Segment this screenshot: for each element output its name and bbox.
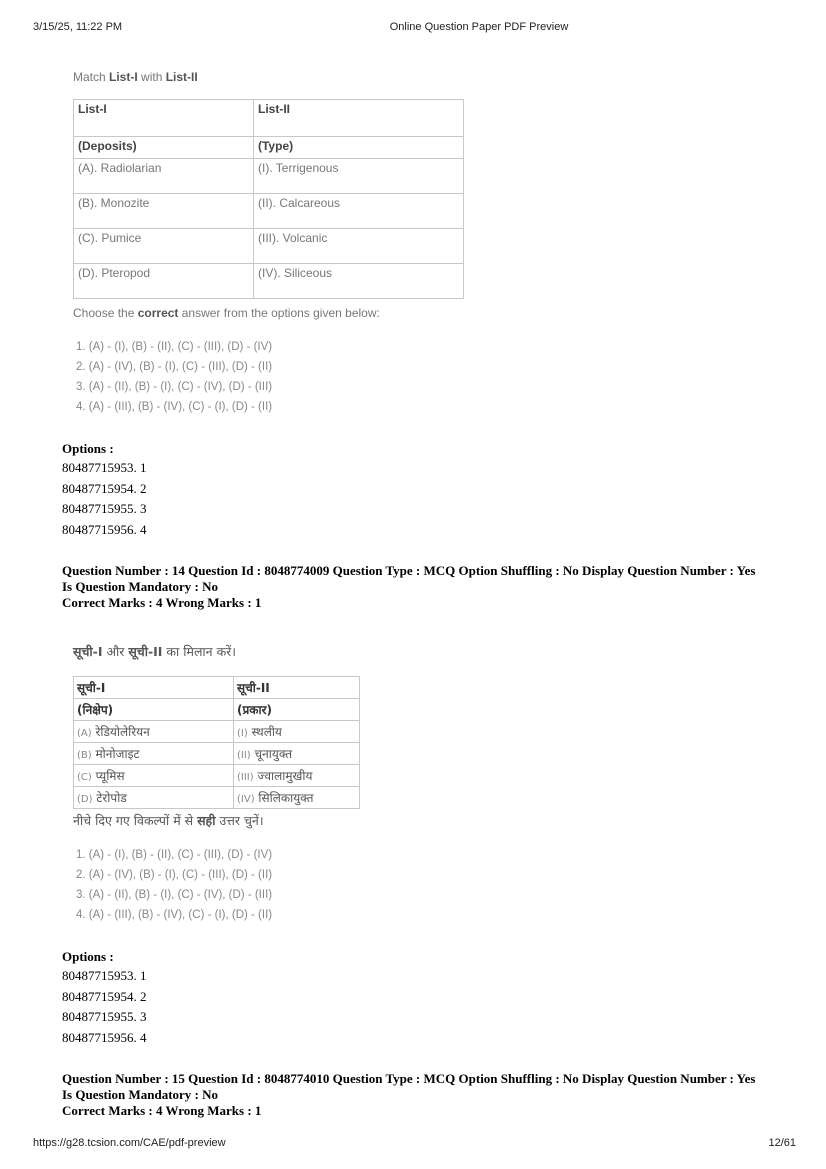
q14-meta: Question Number : 14 Question Id : 8048774009 Question Type : MCQ Option Shuffling : No Display Question Number : Yes Is Question Mandatory : No Correct Marks : 4 Wrong Marks : 1 [62,563,756,610]
q14-answer-list [76,845,272,925]
table-row: (C). Pumice (III). Volcanic [74,229,464,264]
list-item: 3. (A) - (II), (B) - (I), (C) - (IV), (D) - (III) [76,889,273,901]
table-row: List-I List-II [74,100,464,137]
list-item: 2. (A) - (IV), (B) - (I), (C) - (III), (D) - (II) [76,869,273,881]
list-item: 4. (A) - (III), (B) - (IV), (C) - (I), (D) - (II) [76,909,273,921]
table-row: (Deposits) (Type) [74,137,464,159]
table-row: (A). Radiolarian (I). Terrigenous [74,159,464,194]
option-item: 80487715953. 1 [62,460,147,475]
table-row: सूची-I सूची-II [74,677,360,699]
option-item: 80487715955. 3 [62,501,147,516]
table-row: (D). Pteropod (IV). Siliceous [74,264,464,299]
table-row: (निक्षेप) (प्रकार) [74,699,360,721]
q14-match-table [73,676,360,809]
q15-meta: Question Number : 15 Question Id : 8048774010 Question Type : MCQ Option Shuffling : No Display Question Number : Yes Is Question Mandatory : No Correct Marks : 4 Wrong Marks : 1 [62,1071,756,1118]
q13-prompt: Match List-I with List-II [73,70,198,84]
page-number: 12/61 [768,1137,796,1149]
option-item: 80487715954. 2 [62,480,147,496]
list-item: 2. (A) - (IV), (B) - (I), (C) - (III), (D) - (II) [76,361,273,373]
list-item: 4. (A) - (III), (B) - (IV), (C) - (I), (D) - (II) [76,401,273,413]
list-item: 3. (A) - (II), (B) - (I), (C) - (IV), (D) - (III) [76,381,273,393]
option-item: 80487715954. 2 [62,988,147,1004]
q14-options [62,966,147,1048]
q13-instruction: Choose the correct answer from the options given below: [73,306,380,320]
list-item: 1. (A) - (I), (B) - (II), (C) - (III), (D) - (IV) [76,849,273,861]
table-row: (B). Monozite (II). Calcareous [74,194,464,229]
option-item: 80487715956. 4 [62,1029,147,1045]
q13-answer-list [76,337,272,417]
table-row: (A) रेडियोलेरियन (I) स्थलीय [74,721,360,743]
print-title: Online Question Paper PDF Preview [389,21,569,33]
option-item: 80487715955. 3 [62,1009,147,1024]
q14-options-label: Options : [62,949,114,964]
table-row: (D) टेरोपोड (IV) सिलिकायुक्त [74,787,360,809]
q14-instruction: नीचे दिए गए विकल्पों में से सही उत्तर चुनें। [73,813,264,828]
q13-match-table [73,99,464,299]
option-item: 80487715953. 1 [62,968,147,983]
option-item: 80487715956. 4 [62,521,147,537]
list-item: 1. (A) - (I), (B) - (II), (C) - (III), (D) - (IV) [76,341,273,353]
q13-options-label: Options : [62,441,114,456]
print-timestamp: 3/15/25, 11:22 PM [33,21,123,33]
print-url: https://g28.tcsion.com/CAE/pdf-preview [33,1137,226,1149]
q13-options [62,458,147,540]
q14-prompt: सूची-I और सूची-II का मिलान करें। [73,644,237,659]
table-row: (C) प्यूमिस (III) ज्वालामुखीय [74,765,360,787]
table-row: (B) मोनोजाइट (II) चूनायुक्त [74,743,360,765]
